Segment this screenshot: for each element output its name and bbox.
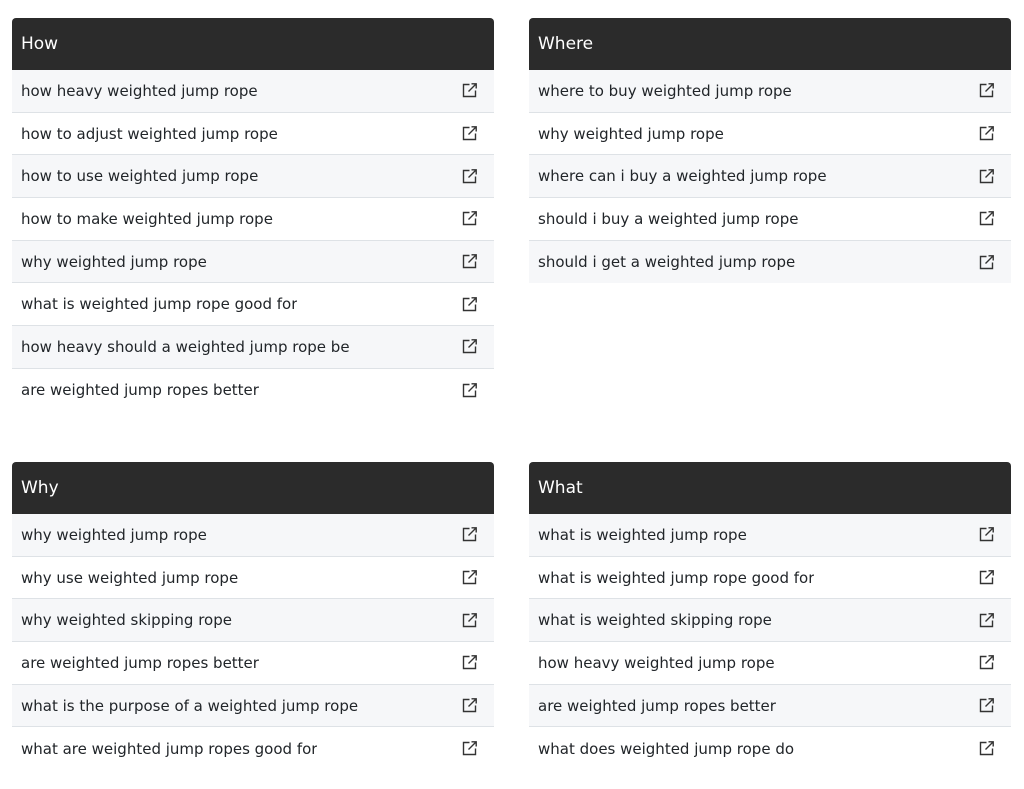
external-link-icon[interactable] (978, 569, 995, 586)
external-link-icon[interactable] (978, 612, 995, 629)
query-text[interactable]: why weighted jump rope (538, 124, 724, 143)
query-text[interactable]: what is weighted jump rope good for (21, 295, 298, 314)
query-text[interactable]: should i get a weighted jump rope (538, 253, 796, 272)
external-link-icon[interactable] (978, 254, 995, 271)
panel-title: Why (12, 462, 494, 514)
query-list (12, 70, 494, 412)
external-link-icon[interactable] (978, 740, 995, 757)
query-row[interactable] (529, 155, 1011, 198)
query-row[interactable] (12, 241, 494, 284)
external-link-icon[interactable] (461, 382, 478, 399)
query-row[interactable] (12, 326, 494, 369)
query-text[interactable]: how to use weighted jump rope (21, 167, 259, 186)
external-link-icon[interactable] (461, 82, 478, 99)
external-link-icon[interactable] (978, 168, 995, 185)
query-text[interactable]: are weighted jump ropes better (21, 381, 259, 400)
query-row[interactable] (529, 727, 1011, 770)
panel-title: Where (529, 18, 1011, 70)
panel-title: What (529, 462, 1011, 514)
panel-what (529, 462, 1011, 770)
query-row[interactable] (529, 198, 1011, 241)
query-text[interactable]: where can i buy a weighted jump rope (538, 167, 827, 186)
panel-title: How (12, 18, 494, 70)
query-row[interactable] (12, 198, 494, 241)
external-link-icon[interactable] (461, 569, 478, 586)
external-link-icon[interactable] (461, 125, 478, 142)
external-link-icon[interactable] (461, 654, 478, 671)
query-row[interactable] (12, 113, 494, 156)
query-row[interactable] (12, 283, 494, 326)
external-link-icon[interactable] (978, 697, 995, 714)
external-link-icon[interactable] (978, 125, 995, 142)
query-text[interactable]: where to buy weighted jump rope (538, 81, 792, 100)
query-text[interactable]: are weighted jump ropes better (21, 653, 259, 672)
query-row[interactable] (529, 642, 1011, 685)
query-row[interactable] (12, 70, 494, 113)
query-row[interactable] (12, 642, 494, 685)
external-link-icon[interactable] (461, 210, 478, 227)
panel-where (529, 18, 1011, 283)
query-text[interactable]: how to adjust weighted jump rope (21, 124, 278, 143)
query-list (529, 70, 1011, 283)
external-link-icon[interactable] (978, 654, 995, 671)
query-text[interactable]: what are weighted jump ropes good for (21, 739, 318, 758)
panel-why (12, 462, 494, 770)
query-text[interactable]: why weighted skipping rope (21, 611, 232, 630)
panel-how (12, 18, 494, 412)
query-text[interactable]: why use weighted jump rope (21, 568, 239, 587)
external-link-icon[interactable] (461, 697, 478, 714)
query-text[interactable]: how heavy should a weighted jump rope be (21, 337, 350, 356)
external-link-icon[interactable] (461, 296, 478, 313)
query-text[interactable]: what does weighted jump rope do (538, 739, 795, 758)
query-text[interactable]: what is weighted jump rope good for (538, 568, 815, 587)
query-row[interactable] (529, 685, 1011, 728)
query-row[interactable] (529, 557, 1011, 600)
query-row[interactable] (12, 369, 494, 412)
query-row[interactable] (12, 155, 494, 198)
query-list (529, 514, 1011, 770)
query-text[interactable]: why weighted jump rope (21, 525, 207, 544)
external-link-icon[interactable] (461, 612, 478, 629)
query-row[interactable] (529, 70, 1011, 113)
query-text[interactable]: should i buy a weighted jump rope (538, 209, 799, 228)
query-text[interactable]: how heavy weighted jump rope (21, 81, 258, 100)
query-row[interactable] (529, 241, 1011, 284)
external-link-icon[interactable] (978, 526, 995, 543)
query-text[interactable]: why weighted jump rope (21, 252, 207, 271)
query-list (12, 514, 494, 770)
external-link-icon[interactable] (978, 210, 995, 227)
query-row[interactable] (12, 599, 494, 642)
query-row[interactable] (12, 557, 494, 600)
query-text[interactable]: what is the purpose of a weighted jump rope (21, 696, 359, 715)
query-row[interactable] (12, 685, 494, 728)
external-link-icon[interactable] (461, 338, 478, 355)
query-text[interactable]: how heavy weighted jump rope (538, 653, 775, 672)
external-link-icon[interactable] (978, 82, 995, 99)
query-row[interactable] (12, 514, 494, 557)
query-row[interactable] (529, 599, 1011, 642)
external-link-icon[interactable] (461, 253, 478, 270)
query-row[interactable] (12, 727, 494, 770)
external-link-icon[interactable] (461, 740, 478, 757)
external-link-icon[interactable] (461, 168, 478, 185)
query-text[interactable]: how to make weighted jump rope (21, 209, 273, 228)
query-text[interactable]: what is weighted skipping rope (538, 611, 772, 630)
query-row[interactable] (529, 113, 1011, 156)
external-link-icon[interactable] (461, 526, 478, 543)
query-text[interactable]: are weighted jump ropes better (538, 696, 776, 715)
query-row[interactable] (529, 514, 1011, 557)
query-text[interactable]: what is weighted jump rope (538, 525, 747, 544)
